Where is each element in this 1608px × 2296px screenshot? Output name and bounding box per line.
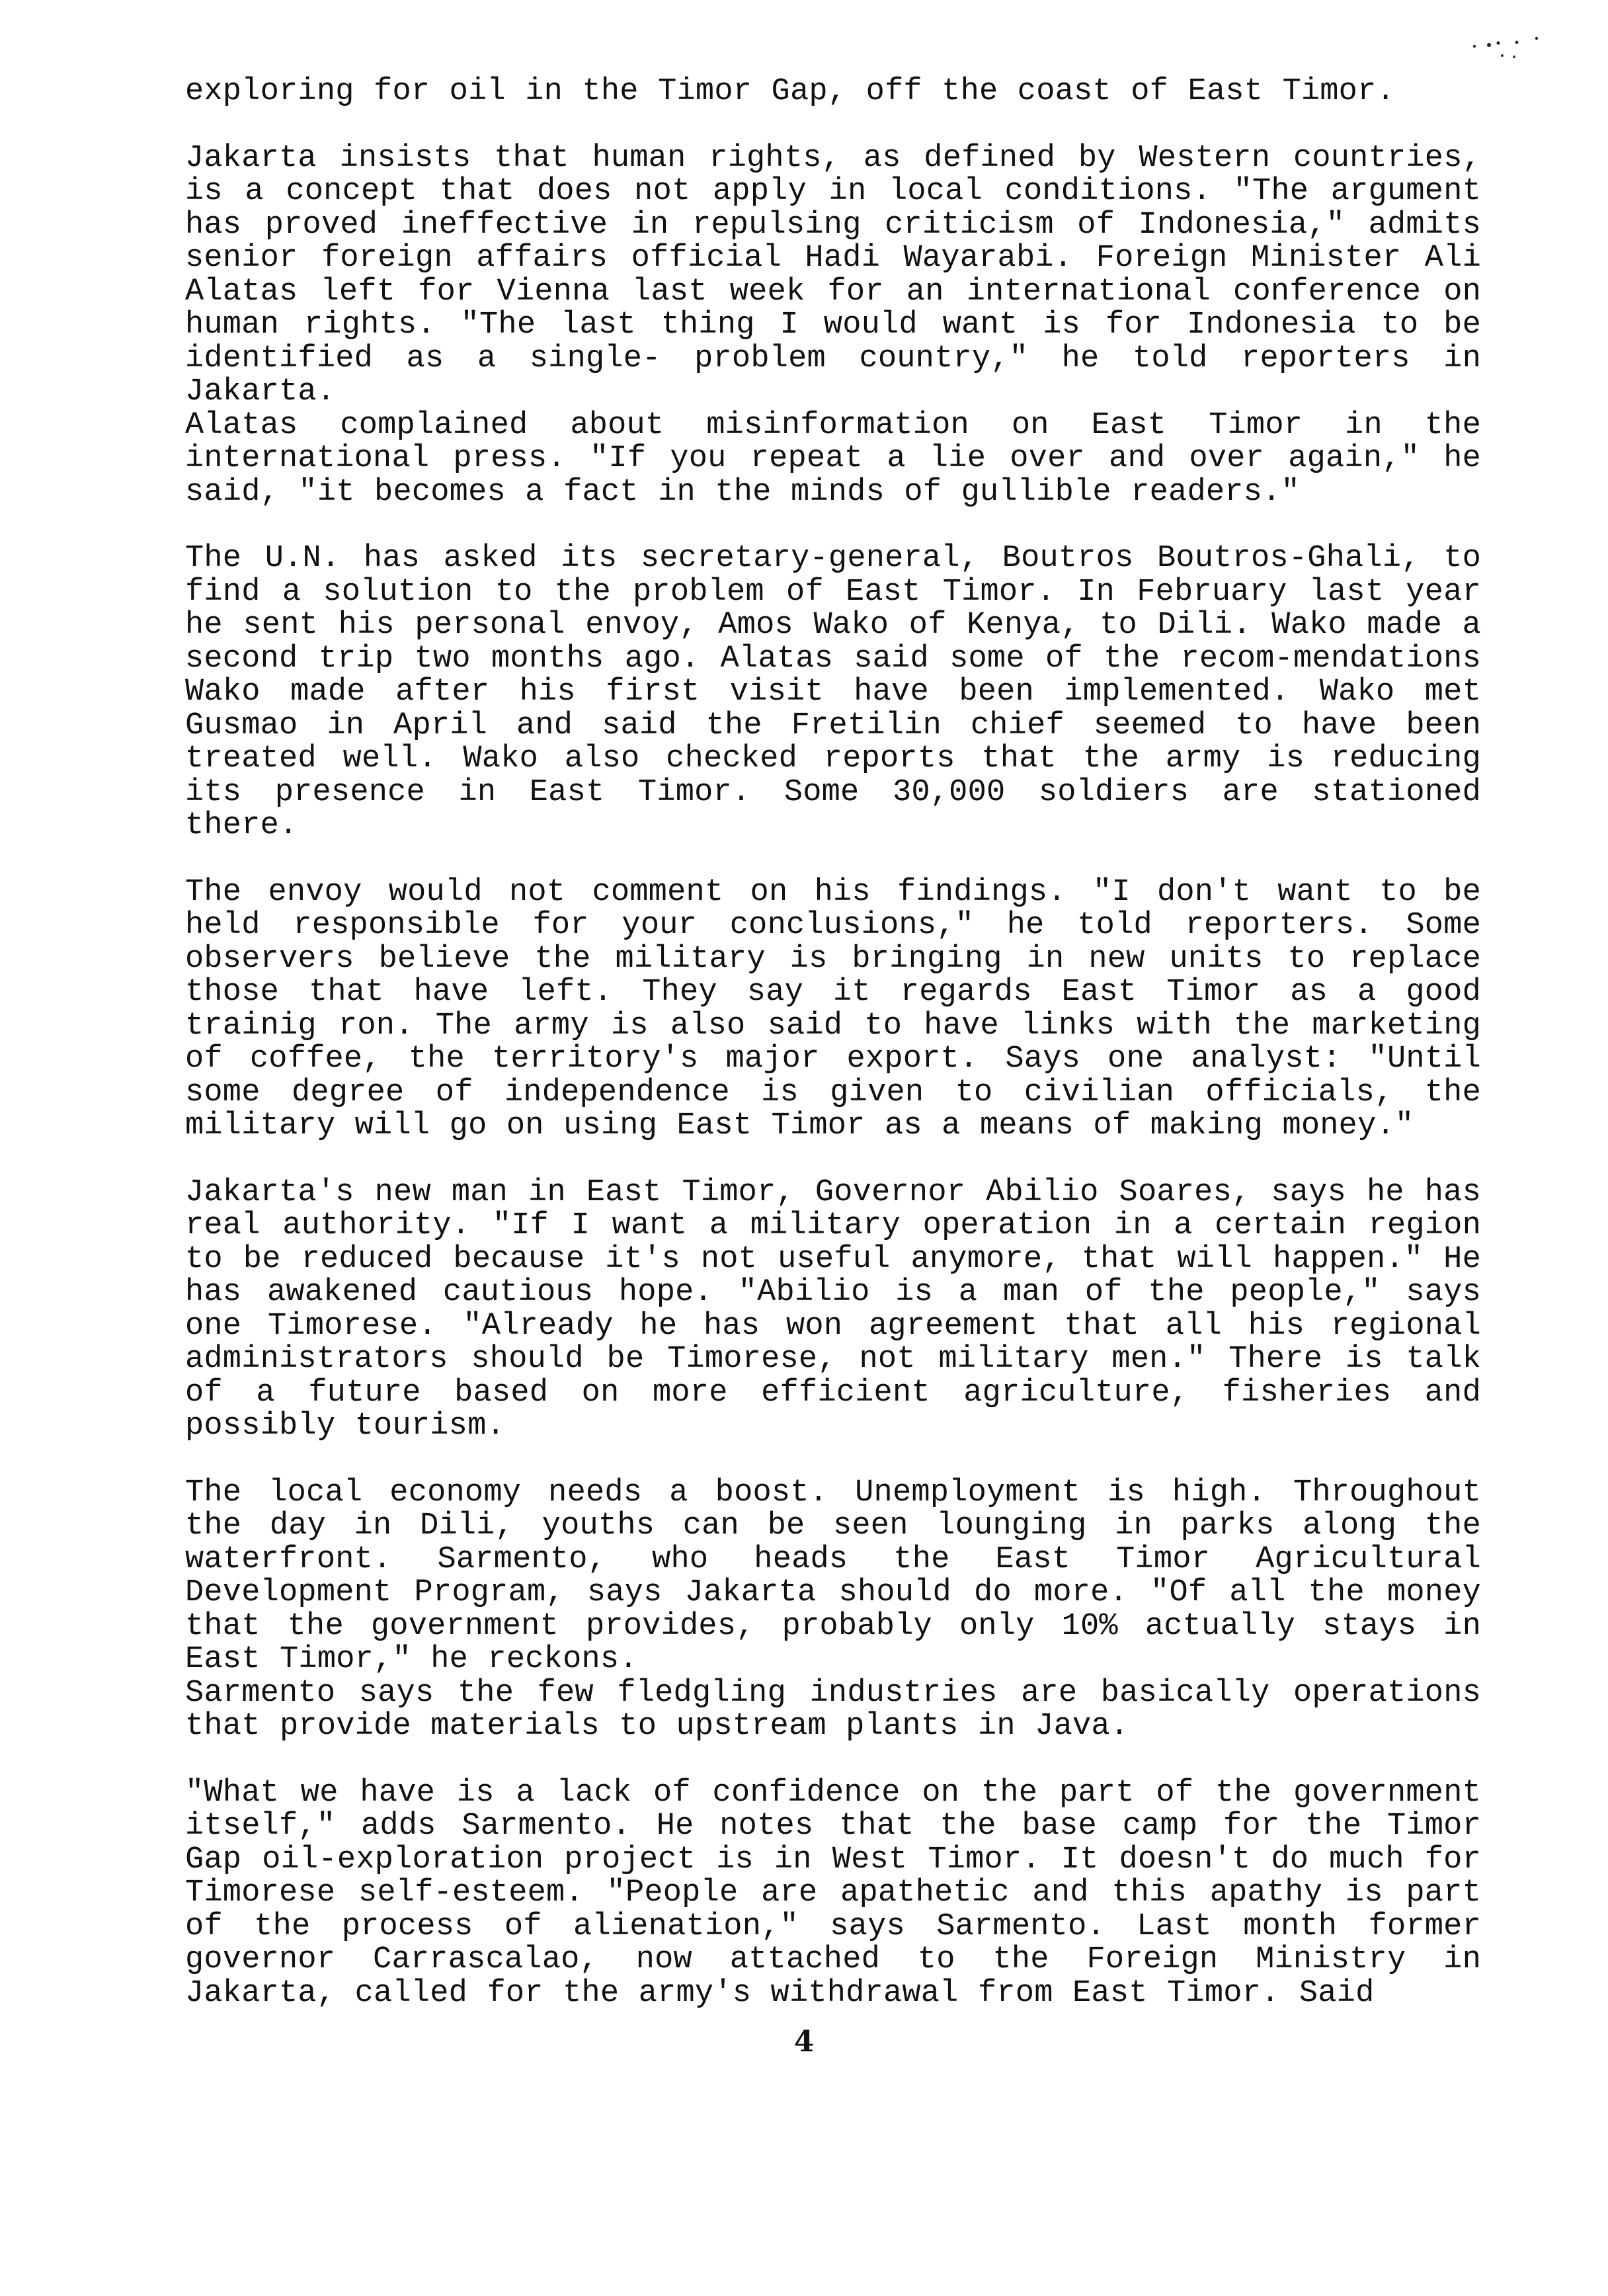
- paragraph: The U.N. has asked its secretary-general, Boutros Boutros-Ghali, to find a solution to the problem of East Timor. In February last year he sent his personal envoy, Amos Wako of Kenya, to Dili. Wako made a second trip two months ago. Alatas said some of the recom-mendations Wako made after his first visit have been implemented. Wako met Gusmao in April and said the Fretilin chief seemed to have been treated well. Wako also checked reports that the army is reducing its presence in East Timor. Some 30,000 soldiers are stationed there.: [185, 541, 1481, 843]
- paragraph: The envoy would not comment on his findings. "I don't want to be held responsible for your conclusions," he told reporters. Some observers believe the military is bringing in new units to replace those that have left. They say it regards East Timor as a good trainig ron. The army is also said to have links with the marketing of coffee, the territory's major export. Says one analyst: "Until some degree of independence is given to civilian officials, the military will go on using East Timor as a means of making money.": [185, 874, 1481, 1143]
- speck: [1515, 41, 1519, 44]
- paragraph: Jakarta insists that human rights, as defined by Western countries, is a concept that does not apply in local conditions. "The argument has proved ineffective in repulsing criticism of Indonesia," admits senior foreign affairs official Hadi Wayarabi. Foreign Minister Ali Alatas left for Vienna last week for an international conference on human rights. "The last thing I would want is for Indonesia to be identified as a single- problem country," he told reporters in Jakarta.: [185, 140, 1481, 409]
- speck: [1501, 54, 1504, 57]
- paragraph: Jakarta's new man in East Timor, Governor Abilio Soares, says he has real authority. "If I want a military operation in a certain region to be reduced because it's not useful anymore, that will happen." He has awakened cautious hope. "Abilio is a man of the people," says one Timorese. "Already he has won agreement that all his regional administrators should be Timorese, not military men." There is talk of a future based on more efficient agriculture, fisheries and possibly tourism.: [185, 1174, 1481, 1444]
- paragraph: "What we have is a lack of confidence on the part of the government itself," adds Sarmento. He notes that the base camp for the Timor Gap oil-exploration project is in West Timor. It doesn't do much for Timorese self-esteem. "People are apathetic and this apathy is part of the process of alienation," says Sarmento. Last month former governor Carrascalao, now attached to the Foreign Ministry in Jakarta, called for the army's withdrawal from East Timor. Said: [185, 1775, 1481, 2011]
- paragraph: exploring for oil in the Timor Gap, off the coast of East Timor.: [185, 74, 1395, 109]
- text-column: [185, 75, 1481, 2010]
- page-number: 4: [793, 2025, 815, 2059]
- scan-specks: [1468, 32, 1567, 71]
- paragraph: Sarmento says the few fledgling industries are basically operations that provide materials to upstream plants in Java.: [185, 1675, 1481, 1744]
- speck: [1535, 37, 1538, 40]
- paragraph: Alatas complained about misinformation on East Timor in the international press. "If you repeat a lie over and over again," he said, "it becomes a fact in the minds of gullible readers.": [185, 407, 1481, 510]
- speck: [1513, 56, 1515, 58]
- speck: [1487, 43, 1491, 47]
- speck: [1496, 41, 1500, 44]
- speck: [1473, 45, 1476, 48]
- paragraph: The local economy needs a boost. Unemployment is high. Throughout the day in Dili, youths can be seen lounging in parks along the waterfront. Sarmento, who heads the East Timor Agricultural Development Program, says Jakarta should do more. "Of all the money that the government provides, probably only 10% actually stays in East Timor," he reckons.: [185, 1475, 1481, 1677]
